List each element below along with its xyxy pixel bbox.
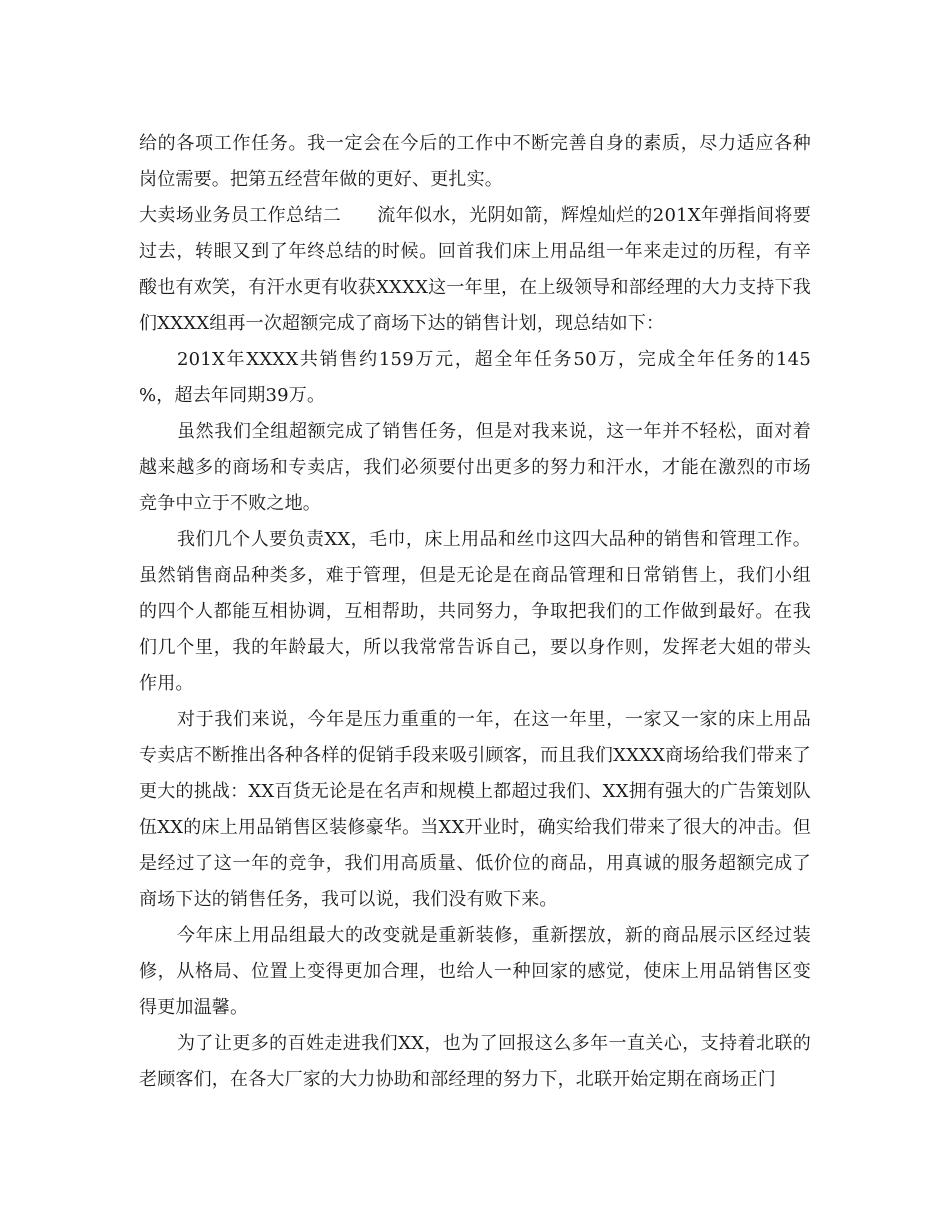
body-paragraph-customers: 为了让更多的百姓走进我们XX，也为了回报这么多年一直关心，支持着北联的老顾客们，在各大厂家的大力协助和部经理的努力下，北联开始定期在商场正门 [139, 1033, 811, 1090]
document-body [139, 126, 811, 1098]
body-paragraph-renovation: 今年床上用品组最大的改变就是重新装修，重新摆放，新的商品展示区经过装修，从格局、位置上变得更加合理，也给人一种回家的感觉，使床上用品销售区变得更加温馨。 [139, 925, 811, 1018]
section-title: 大卖场业务员工作总结二 [139, 205, 342, 226]
body-paragraph-teamwork: 我们几个人要负责XX，毛巾，床上用品和丝巾这四大品种的销售和管理工作。虽然销售商品种类多，难于管理，但是无论是在商品管理和日常销售上，我们小组的四个人都能互相协调，互相帮助，共同努力，争取把我们的工作做到最好。在我们几个里，我的年龄最大，所以我常常告诉自己，要以身作则，发挥老大姐的带头作用。 [139, 529, 811, 694]
body-paragraph-competition: 对于我们来说，今年是压力重重的一年，在这一年里，一家又一家的床上用品专卖店不断推出各种各样的促销手段来吸引顾客，而且我们XXXX商场给我们带来了更大的挑战：XX百货无论是在名声和规模上都超过我们、XX拥有强大的广告策划队伍XX的床上用品销售区装修豪华。当XX开业时，确实给我们带来了很大的冲击。但是经过了这一年的竞争，我们用高质量、低价位的商品，用真诚的服务超额完成了商场下达的销售任务，我可以说，我们没有败下来。 [139, 709, 811, 910]
section-intro-text: 流年似水，光阴如箭，辉煌灿烂的201X年弹指间将要过去，转眼又到了年终总结的时候。回首我们床上用品组一年来走过的历程，有辛酸也有欢笑，有汗水更有收获XXXX这一年里，在上级领导和部经理的大力支持下我们XXXX组再一次超额完成了商场下达的销售计划，现总结如下： [139, 205, 811, 334]
body-paragraph-sales-figures: 201X年XXXX共销售约159万元，超全年任务50万，完成全年任务的145 %，超去年同期39万。 [139, 349, 811, 406]
section-intro-paragraph [139, 198, 811, 342]
body-paragraph-challenges: 虽然我们全组超额完成了销售任务，但是对我来说，这一年并不轻松，面对着越来越多的商场和专卖店，我们必须要付出更多的努力和汗水，才能在激烈的市场竞争中立于不败之地。 [139, 421, 811, 514]
opening-paragraph: 给的各项工作任务。我一定会在今后的工作中不断完善自身的素质，尽力适应各种岗位需要。把第五经营年做的更好、更扎实。 [139, 133, 811, 190]
